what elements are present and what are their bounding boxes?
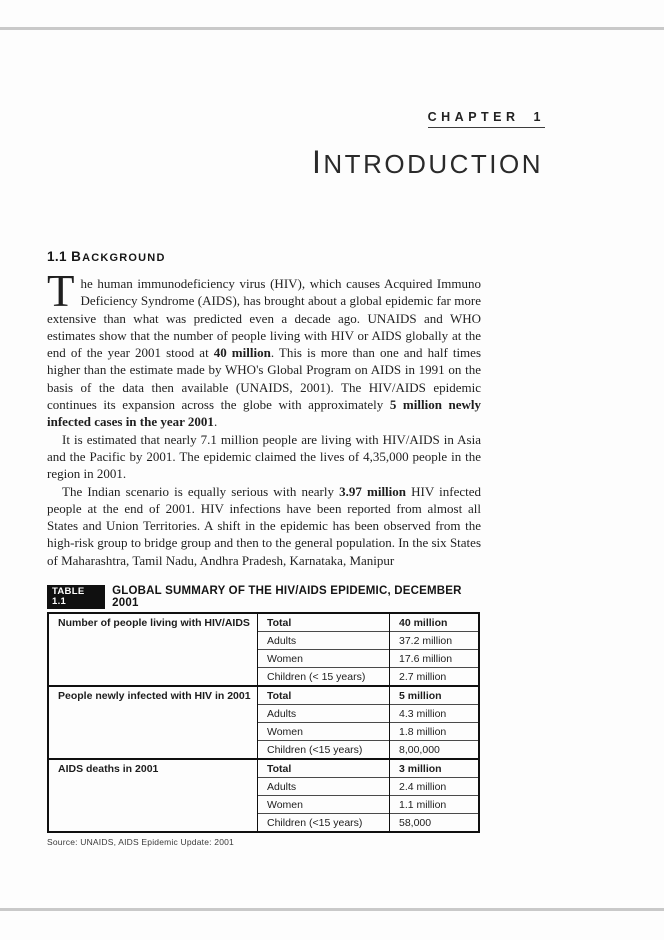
paragraphs: [47, 266, 482, 569]
value-cell: 1.8 million: [390, 723, 480, 741]
text-segment: HIV infected people at the end of 2001. HIV infections have been reported from almost all States and Union Territories. A shift in the epidemic has been observed from the high-risk group to bridge group and then to the general population. In the six States of Maharashtra, Tamil Nadu, Andhra Pradesh, Karnataka, Manipur: [47, 483, 482, 568]
table-title: GLOBAL SUMMARY OF THE HIV/AIDS EPIDEMIC, DECEMBER 2001: [112, 585, 462, 610]
value-cell: 17.6 million: [390, 650, 480, 668]
table-label-badge: TABLE 1.1: [47, 585, 105, 609]
chapter-heading: [428, 110, 545, 128]
section-title: BACKGROUND: [71, 249, 166, 264]
chapter-word: CHAPTER: [427, 110, 520, 124]
table-row: [48, 686, 479, 705]
value-cell: 1.1 million: [390, 796, 480, 814]
value-cell: 4.3 million: [390, 705, 480, 723]
value-cell: 8,00,000: [390, 741, 480, 760]
dropcap-letter: T: [47, 266, 75, 316]
bold-text-segment: 40 million: [213, 345, 271, 361]
value-cell: 58,000: [390, 814, 480, 833]
summary-table: [47, 612, 480, 833]
label-cell: Children (<15 years): [258, 741, 390, 760]
text-segment: he human immunodeficiency virus (HIV), which causes Acquired Immuno Deficiency Syndrome (AIDS), has brought about a global epidemic far more extensive than what was predicted even a decade ago. UNAIDS and WHO estimates show that the number of people living with HIV or AIDS globally at the end of the year 2001 stood at: [47, 276, 481, 361]
section-number: 1.1: [47, 249, 67, 264]
body-column: [47, 250, 481, 847]
label-cell: Adults: [258, 632, 390, 650]
paragraph: [47, 266, 482, 431]
table-row: [48, 613, 479, 632]
page-title: INTRODUCTION: [312, 144, 543, 180]
value-cell: 2.7 million: [390, 668, 480, 687]
value-cell: 5 million: [390, 686, 480, 705]
category-cell: AIDS deaths in 2001: [48, 759, 258, 832]
label-cell: Women: [258, 723, 390, 741]
value-cell: 40 million: [390, 613, 480, 632]
label-cell: Children (<15 years): [258, 814, 390, 833]
paragraph: [47, 431, 481, 483]
category-cell: Number of people living with HIV/AIDS: [48, 613, 258, 686]
text-segment: The Indian scenario is equally serious with nearly: [62, 483, 340, 499]
label-cell: Total: [258, 759, 390, 778]
value-cell: 37.2 million: [390, 632, 480, 650]
label-cell: Women: [258, 650, 390, 668]
label-cell: Women: [258, 796, 390, 814]
value-cell: 2.4 million: [390, 778, 480, 796]
value-cell: 3 million: [390, 759, 480, 778]
label-cell: Total: [258, 686, 390, 705]
text-segment: .: [213, 414, 218, 430]
table-row: [48, 759, 479, 778]
top-page-rule: [0, 27, 664, 30]
label-cell: Total: [258, 613, 390, 632]
bold-text-segment: 3.97 million: [339, 483, 407, 499]
summary-table-body: [48, 613, 479, 832]
bottom-page-rule: [0, 908, 664, 911]
label-cell: Children (< 15 years): [258, 668, 390, 687]
table-block: [47, 585, 481, 847]
text-segment: It is estimated that nearly 7.1 million people are living with HIV/AIDS in Asia and the Pacific by 2001. The epidemic claimed the lives of 4,35,000 people in the region in 2001.: [47, 431, 481, 482]
section-heading: [47, 250, 481, 265]
paragraph: [47, 483, 481, 569]
table-source: Source: UNAIDS, AIDS Epidemic Update: 2001: [47, 837, 234, 848]
label-cell: Adults: [258, 705, 390, 723]
table-title-bar: [47, 585, 481, 609]
chapter-number: 1: [533, 110, 545, 124]
category-cell: People newly infected with HIV in 2001: [48, 686, 258, 759]
label-cell: Adults: [258, 778, 390, 796]
bold-text-segment: 5 million newly infected cases in the year 2001: [47, 397, 481, 430]
text-segment: . This is more than one and half times higher than the estimate made by WHO's Global Program on AIDS in 1991 on the basis of the data then available (UNAIDS, 2001). The HIV/AIDS epidemic continues its expansion across the globe with approximately: [47, 345, 482, 413]
